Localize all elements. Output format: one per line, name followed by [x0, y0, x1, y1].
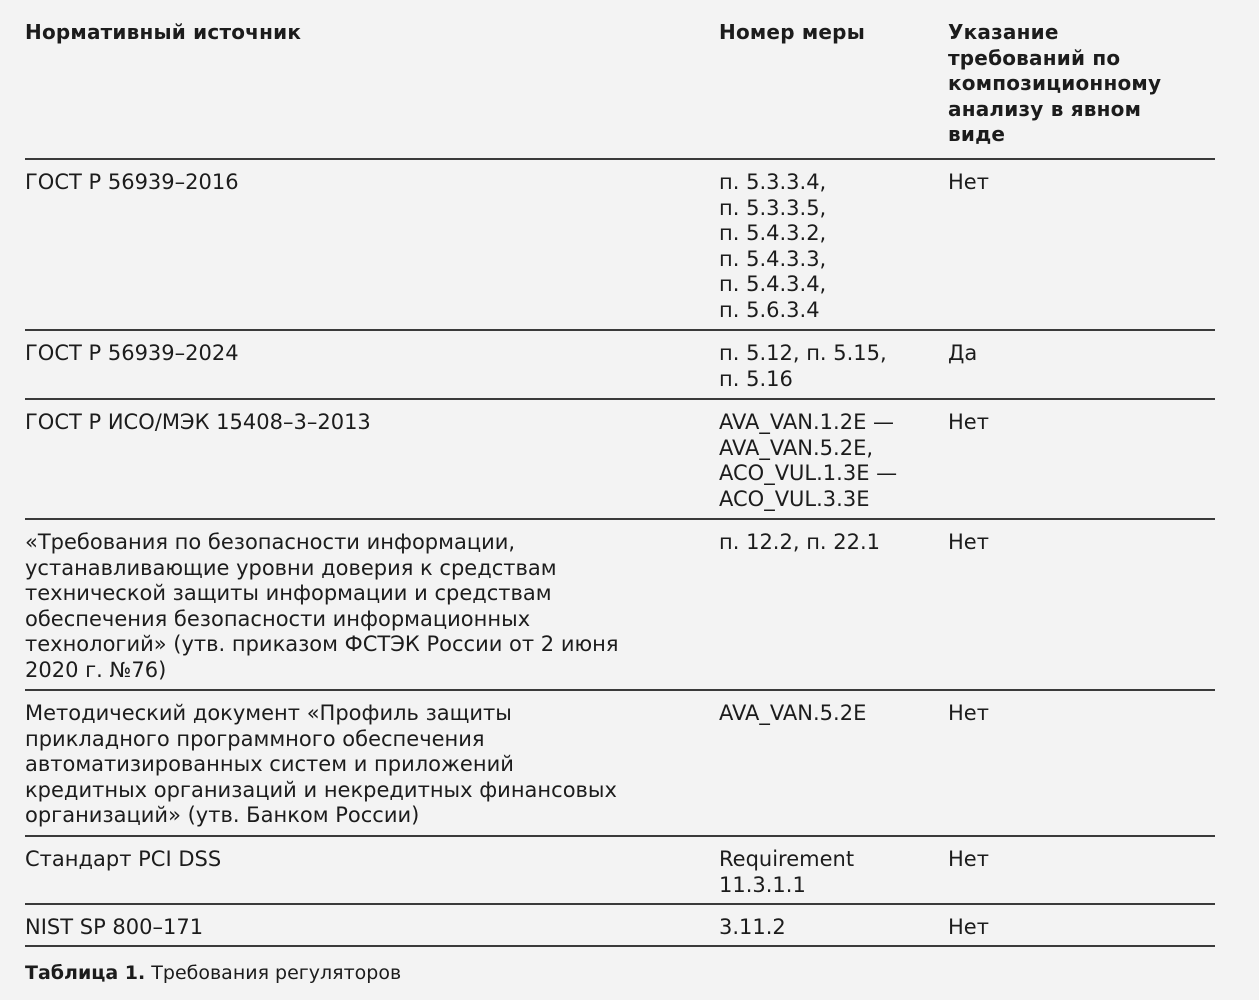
table-row — [25, 400, 1215, 520]
cell-measure: Requirement 11.3.1.1 — [719, 847, 855, 897]
regulators-table — [25, 20, 1215, 947]
table-row — [25, 520, 1215, 691]
cell-source: ГОСТ Р 56939–2016 — [25, 170, 239, 194]
caption-text: Требования регуляторов — [145, 962, 402, 984]
table-row — [25, 905, 1215, 947]
table-caption — [25, 961, 401, 985]
cell-source: ГОСТ Р ИСО/МЭК 15408–3–2013 — [25, 410, 371, 434]
cell-explicit: Нет — [948, 170, 989, 194]
cell-source: Методический документ «Профиль защиты прикладного программного обеспечения автоматизированных систем и приложений кредитных организаций и некредитных финансовых организаций» (утв. Банком России) — [25, 701, 617, 827]
cell-source: NIST SP 800–171 — [25, 915, 204, 939]
cell-explicit: Нет — [948, 915, 989, 939]
cell-explicit: Нет — [948, 847, 989, 871]
cell-source: ГОСТ Р 56939–2024 — [25, 341, 239, 365]
cell-explicit: Да — [948, 341, 978, 365]
cell-measure: п. 5.3.3.4, п. 5.3.3.5, п. 5.4.3.2, п. 5.4.3.3, п. 5.4.3.4, п. 5.6.3.4 — [719, 170, 827, 322]
table-header-row — [25, 20, 1215, 160]
caption-label: Таблица 1. — [25, 962, 146, 984]
cell-explicit: Нет — [948, 701, 989, 725]
header-explicit: Указание требований по композиционному анализу в явном виде — [948, 20, 1162, 146]
cell-source: Стандарт PCI DSS — [25, 847, 222, 871]
cell-source: «Требования по безопасности информации, устанавливающие уровни доверия к средствам технической защиты информации и средствам обеспечения безопасности информационных технологий» (утв. приказом ФСТЭК России от 2 июня 2020 г. №76) — [25, 530, 619, 682]
cell-measure: AVA_VAN.5.2E — [719, 701, 867, 725]
table-row — [25, 837, 1215, 905]
table-row — [25, 160, 1215, 331]
cell-measure: п. 12.2, п. 22.1 — [719, 530, 881, 554]
header-source: Нормативный источник — [25, 20, 302, 44]
cell-measure: п. 5.12, п. 5.15, п. 5.16 — [719, 341, 887, 391]
cell-explicit: Нет — [948, 410, 989, 434]
cell-measure: 3.11.2 — [719, 915, 786, 939]
table-row — [25, 331, 1215, 400]
header-measure: Номер меры — [719, 20, 865, 44]
cell-explicit: Нет — [948, 530, 989, 554]
cell-measure: AVA_VAN.1.2E — AVA_VAN.5.2E, ACO_VUL.1.3E — ACO_VUL.3.3E — [719, 410, 898, 511]
table-row — [25, 691, 1215, 837]
